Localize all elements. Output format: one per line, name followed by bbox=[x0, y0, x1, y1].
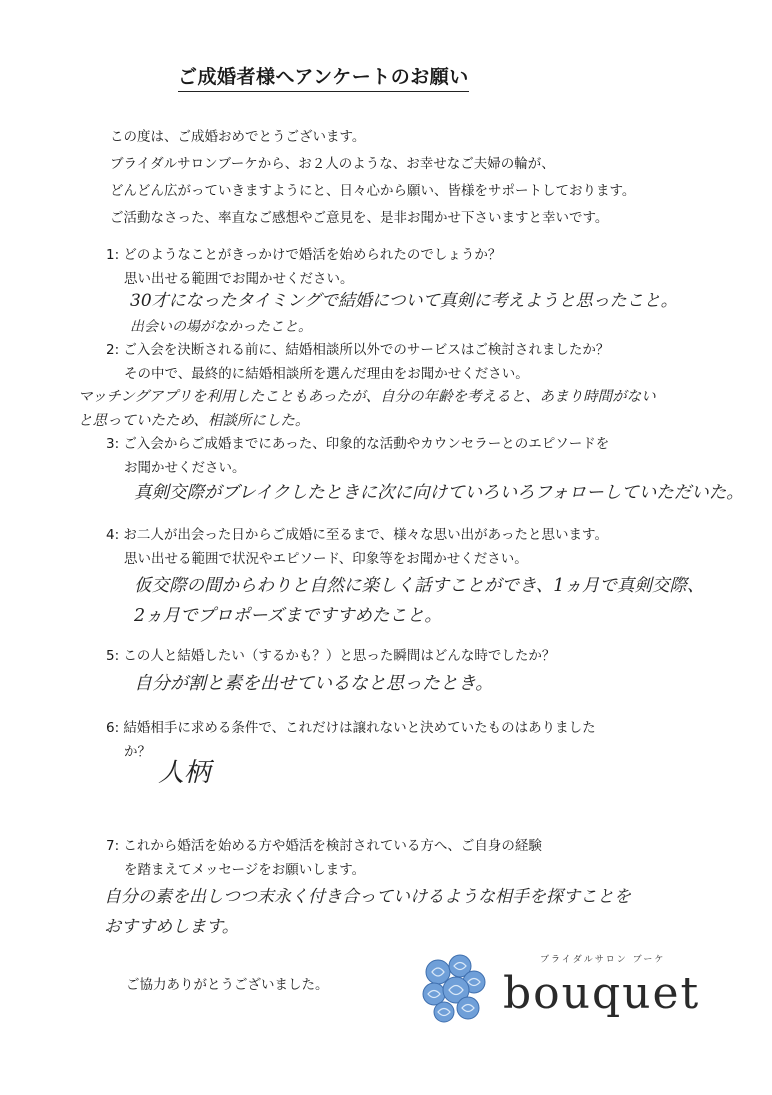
answer-line: マッチングアプリを利用したこともあったが、自分の年齢を考えると、あまり時間がない bbox=[78, 389, 656, 405]
question-line: お聞かせください。 bbox=[124, 460, 246, 476]
answer-line: 自分の素を出しつつ末永く付き合っていけるような相手を探すことを bbox=[104, 887, 631, 907]
question-line: 6: 結婚相手に求める条件で、これだけは譲れないと決めていたものはありました bbox=[106, 720, 596, 736]
question-line: 4: お二人が出会った日からご成婚に至るまで、様々な思い出があったと思います。 bbox=[106, 527, 608, 543]
answer-line: 真剣交際がブレイクしたときに次に向けていろいろフォローしていただいた。 bbox=[134, 483, 744, 503]
question-4 bbox=[106, 523, 608, 571]
question-line: 5: この人と結婚したい（するかも？）と思った瞬間はどんな時でしたか？ bbox=[106, 648, 556, 664]
question-line: か？ bbox=[124, 744, 151, 760]
question-1 bbox=[106, 243, 501, 291]
intro-line: どんどん広がっていきますようにと、日々心から願い、皆様をサポートしております。 bbox=[110, 183, 636, 199]
question-line: 2: ご入会を決断される前に、結婚相談所以外でのサービスはご検討されましたか？ bbox=[106, 342, 610, 358]
intro-line: ご活動なさった、率直なご感想やご意見を、是非お聞かせ下さいますと幸いです。 bbox=[110, 210, 609, 226]
answer-line: おすすめします。 bbox=[104, 917, 239, 937]
answer-line: 人柄 bbox=[158, 758, 211, 788]
answer-7 bbox=[104, 882, 631, 942]
intro-line: この度は、ご成婚おめでとうございます。 bbox=[110, 129, 366, 145]
rose-bouquet-icon bbox=[414, 950, 494, 1030]
answer-6 bbox=[158, 756, 210, 790]
question-line: 思い出せる範囲でお聞かせください。 bbox=[124, 271, 354, 287]
question-line: 3: ご入会からご成婚までにあった、印象的な活動やカウンセラーとのエピソードを bbox=[106, 436, 610, 452]
answer-2 bbox=[78, 385, 656, 433]
intro-text bbox=[110, 124, 635, 232]
answer-line: と思っていたため、相談所にした。 bbox=[78, 413, 310, 429]
question-line: を踏まえてメッセージをお願いします。 bbox=[124, 862, 366, 878]
logo-wordmark: bouquet bbox=[503, 968, 701, 1019]
answer-line: 30才になったタイミングで結婚について真剣に考えようと思ったこと。 bbox=[130, 291, 678, 311]
answer-line: 出会いの場がなかったこと。 bbox=[130, 319, 312, 335]
question-line: 1: どのようなことがきっかけで婚活を始められたのでしょうか？ bbox=[106, 247, 502, 263]
logo-subtitle: ブライダルサロン ブーケ bbox=[540, 955, 666, 965]
question-2 bbox=[106, 338, 609, 386]
answer-4 bbox=[134, 571, 704, 631]
answer-line: 自分が割と素を出せているなと思ったとき。 bbox=[134, 673, 494, 694]
intro-line: ブライダルサロンブーケから、お２人のような、お幸せなご夫婦の輪が、 bbox=[110, 156, 555, 172]
answer-5 bbox=[134, 670, 493, 698]
answer-line: 2ヵ月でプロポーズまですすめたこと。 bbox=[134, 606, 442, 626]
question-7 bbox=[106, 834, 542, 882]
question-line: 思い出せる範囲で状況やエピソード、印象等をお聞かせください。 bbox=[124, 551, 528, 567]
answer-3 bbox=[134, 480, 744, 506]
page-title: ご成婚者様へアンケートのお願い bbox=[178, 62, 469, 92]
thanks-text: ご協力ありがとうございました。 bbox=[126, 977, 329, 993]
answer-1 bbox=[130, 288, 678, 340]
answer-line: 仮交際の間からわりと自然に楽しく話すことができ、1ヵ月で真剣交際、 bbox=[134, 576, 705, 596]
question-5 bbox=[106, 644, 555, 668]
question-3 bbox=[106, 432, 609, 480]
question-line: 7: これから婚活を始める方や婚活を検討されている方へ、ご自身の経験 bbox=[106, 838, 542, 854]
question-line: その中で、最終的に結婚相談所を選んだ理由をお聞かせください。 bbox=[124, 366, 529, 382]
